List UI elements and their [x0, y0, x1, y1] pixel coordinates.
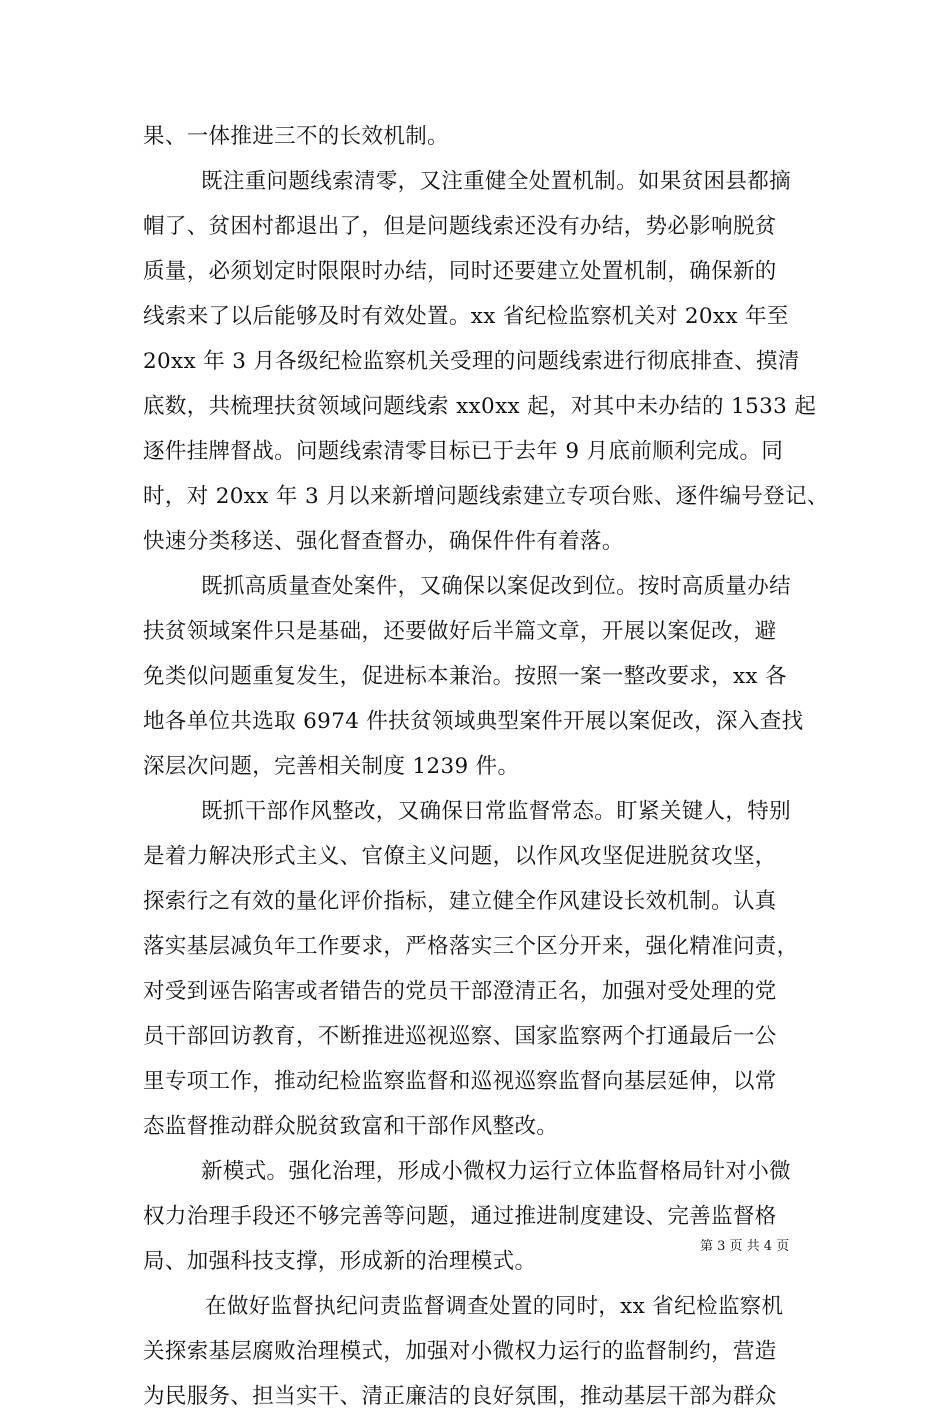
text-line: 权力治理手段还不够完善等问题，通过推进制度建设、完善监督格 [143, 1204, 777, 1229]
paragraph-start: 既注重问题线索清零，又注重健全处置机制。如果贫困县都摘 [201, 169, 791, 194]
paragraph-start: 新模式。强化治理，形成小微权力运行立体监督格局针对小微 [201, 1159, 791, 1184]
text-line: 里专项工作，推动纪检监察监督和巡视巡察监督向基层延伸，以常 [143, 1069, 777, 1094]
text-line: 快速分类移送、强化督查督办，确保件件有着落。 [143, 529, 624, 554]
text-line: 时，对 20xx 年 3 月以来新增问题线索建立专项台账、逐件编号登记、 [143, 484, 829, 509]
text-line: 扶贫领域案件只是基础，还要做好后半篇文章，开展以案促改，避 [143, 619, 777, 644]
text-line: 地各单位共选取 6974 件扶贫领域典型案件开展以案促改，深入查找 [143, 709, 804, 734]
paragraph-start: 在做好监督执纪问责监督调查处置的同时，xx 省纪检监察机 [205, 1294, 784, 1319]
text-line: 免类似问题重复发生，促进标本兼治。按照一案一整改要求，xx 各 [143, 664, 787, 689]
text-line: 质量，必须划定时限限时办结，同时还要建立处置机制，确保新的 [143, 259, 777, 284]
text-line: 对受到诬告陷害或者错告的党员干部澄清正名，加强对受处理的党 [143, 979, 777, 1004]
text-line: 局、加强科技支撑，形成新的治理模式。 [143, 1249, 537, 1274]
text-line: 落实基层减负年工作要求，严格落实三个区分开来，强化精准问责， [143, 934, 799, 959]
text-line: 20xx 年 3 月各级纪检监察机关受理的问题线索进行彻底排查、摸清 [143, 349, 800, 374]
text-line: 逐件挂牌督战。问题线索清零目标已于去年 9 月底前顺利完成。同 [143, 439, 784, 464]
text-line: 是着力解决形式主义、官僚主义问题，以作风攻坚促进脱贫攻坚， [143, 844, 777, 869]
text-line: 为民服务、担当实干、清正廉洁的良好氛围，推动基层干部为群众 [143, 1384, 777, 1409]
text-line: 探索行之有效的量化评价指标，建立健全作风建设长效机制。认真 [143, 889, 777, 914]
text-line: 关探索基层腐败治理模式，加强对小微权力运行的监督制约，营造 [143, 1339, 777, 1364]
paragraph-start: 既抓干部作风整改，又确保日常监督常态。盯紧关键人，特别 [201, 799, 791, 824]
body-text [143, 114, 829, 1419]
text-line: 帽了、贫困村都退出了，但是问题线索还没有办结，势必影响脱贫 [143, 214, 777, 239]
text-line: 态监督推动群众脱贫致富和干部作风整改。 [143, 1114, 559, 1139]
text-line: 线索来了以后能够及时有效处置。xx 省纪检监察机关对 20xx 年至 [143, 304, 789, 329]
text-line: 员干部回访教育，不断推进巡视巡察、国家监察两个打通最后一公 [143, 1024, 777, 1049]
text-line: 果、一体推进三不的长效机制。 [143, 124, 449, 149]
text-line: 底数，共梳理扶贫领域问题线索 xx0xx 起，对其中未办结的 1533 起 [143, 394, 817, 419]
text-line: 深层次问题，完善相关制度 1239 件。 [143, 754, 520, 779]
paragraph-start: 既抓高质量查处案件，又确保以案促改到位。按时高质量办结 [201, 574, 791, 599]
page-number-footer: 第 3 页 共 4 页 [700, 1239, 790, 1254]
